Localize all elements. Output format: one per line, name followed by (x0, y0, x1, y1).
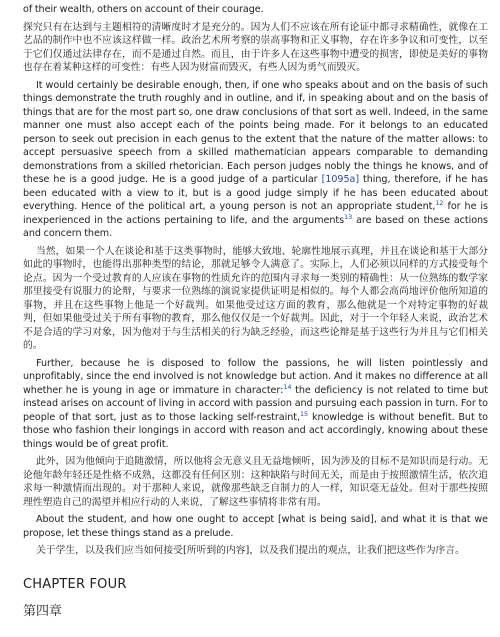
paragraph-en-3-text-c: knowledge is without benefit. But to those who fashion their longings in accord with reason and act accordingly, knowing about these things would be of great profit. (23, 411, 488, 450)
paragraph-en-2 (23, 79, 488, 241)
paragraph-zh-2: 当然，如果一个人在谈论和基于这类事物时，能够大致地、轮廓性地展示真理，并且在谈论和基于大部分如此的事物时，也能得出那种类型的结论，那就足够令人满意了。实际上，人们必须以同样的方式接受每个论点。因为一个受过教育的人应该在事物的性质允许的范围内寻求每一类别的精确性：从一位熟练的数学家那里接受有说服力的论辩，与要求一位熟练的演说家提供证明是相似的。每个人都会高尚地评价他所知道的事物，并且在这些事物上他是一个好裁判。如果他受过这方面的教育，那么他就是一个对特定事物的好裁判，但如果他受过关于所有事物的教育，那么他仅仅是一个好裁判。因此，对于一个年轻人来说，政治艺术不是合适的学习对象，因为他对于与生活相关的行为缺乏经验，而这些论辩是基于这些行为并且与它们相关的。 (23, 245, 488, 351)
paragraph-en-4: About the student, and how one ought to accept [what is being said], and what it is that we propose, let these things stand as a prelude. (23, 514, 488, 539)
bekker-reference-link[interactable]: [1095a] (321, 174, 360, 185)
paragraph-en-2-text-d: are based on these actions and concern them. (23, 214, 488, 239)
paragraph-en-2-text-c: for he is inexperienced in the actions pertaining to life, and the arguments (23, 201, 488, 226)
chapter-heading-en: CHAPTER FOUR (23, 577, 127, 592)
paragraph-en-2-text-a: It would certainly be desirable enough, then, if one who speaks about and on the basis of such things demonstrate the truth roughly and in outline, and if, in speaking about and on the basis of things that are for the most part so, one draw conclusions of that sort as well. Indeed, in the same manner one must also accept each of the points being made. For it belongs to an educated person to seek out precision in each genus to the extent that the nature of the matter allows: to accept persuasive speech from a skilled mathematician appears comparable to demanding demonstrations from a skilled rhetorician. Each person judges nobly the things he knows, and of these he is a good judge. He is a good judge of a particular (23, 79, 488, 185)
paragraph-zh-1: 探究只有在达到与主题相符的清晰度时才是充分的。因为人们不应该在所有论证中都寻求精确性，就像在工艺品的制作中也不应该这样做一样。政治艺术所考察的崇高事物和正义事物，存在许多争议和可变性，以至于它们仅通过法律存在，而不是通过自然。而且，由于许多人在这些事物中遭受的损害，即使是美好的事物也存在着某种这样的可变性：有些人因为财富而毁灭，有些人因为勇气而毁灭。 (23, 21, 488, 73)
paragraph-en-3 (23, 357, 488, 452)
paragraph-en-2-text-b: thing, therefore, if he has been educated with a view to it, but is a good judge simply if he has been educated about everything. Hence of the political art, a young person is not an appropriate student, (23, 174, 488, 212)
paragraph-en-3-text-b: the deficiency is not related to time but instead arises on account of living in accord with passion and pursuing each passion in turn. For to people of that sort, just as to those lacking self-restraint, (23, 384, 488, 423)
paragraph-en-1: of their wealth, others on account of their courage. (23, 4, 264, 15)
footnote-15-link[interactable]: 15 (299, 409, 309, 418)
paragraph-zh-4: 关于学生，以及我们应当如何接受[所听到的内容]，以及我们提出的观点，让我们把这些作为序言。 (36, 545, 465, 556)
paragraph-en-3-text-a: Further, because he is disposed to follow the passions, he will listen pointlessly and unprofitably, since the end involved is not knowledge but action. And it makes no difference at all whether he is young in age or immature in character: (23, 357, 488, 396)
chapter-heading-zh: 第四章 (23, 604, 63, 619)
footnote-13-link[interactable]: 13 (344, 212, 353, 221)
footnote-14-link[interactable]: 14 (283, 382, 292, 391)
paragraph-zh-3: 此外，因为他倾向于追随激情，所以他将会无意义且无益地倾听，因为涉及的目标不是知识而是行动。无论他年龄年轻还是性格不成熟，这都没有任何区别：这种缺陷与时间无关，而是由于按照激情生活，依次追求每一种激情而出现的。对于那种人来说，就像那些缺乏自制力的人一样，知识毫无益处。但对于那些按照理性塑造自己的渴望并相应行动的人来说，了解这些事情将非常有用。 (23, 456, 488, 508)
footnote-12-link[interactable]: 12 (435, 198, 444, 207)
